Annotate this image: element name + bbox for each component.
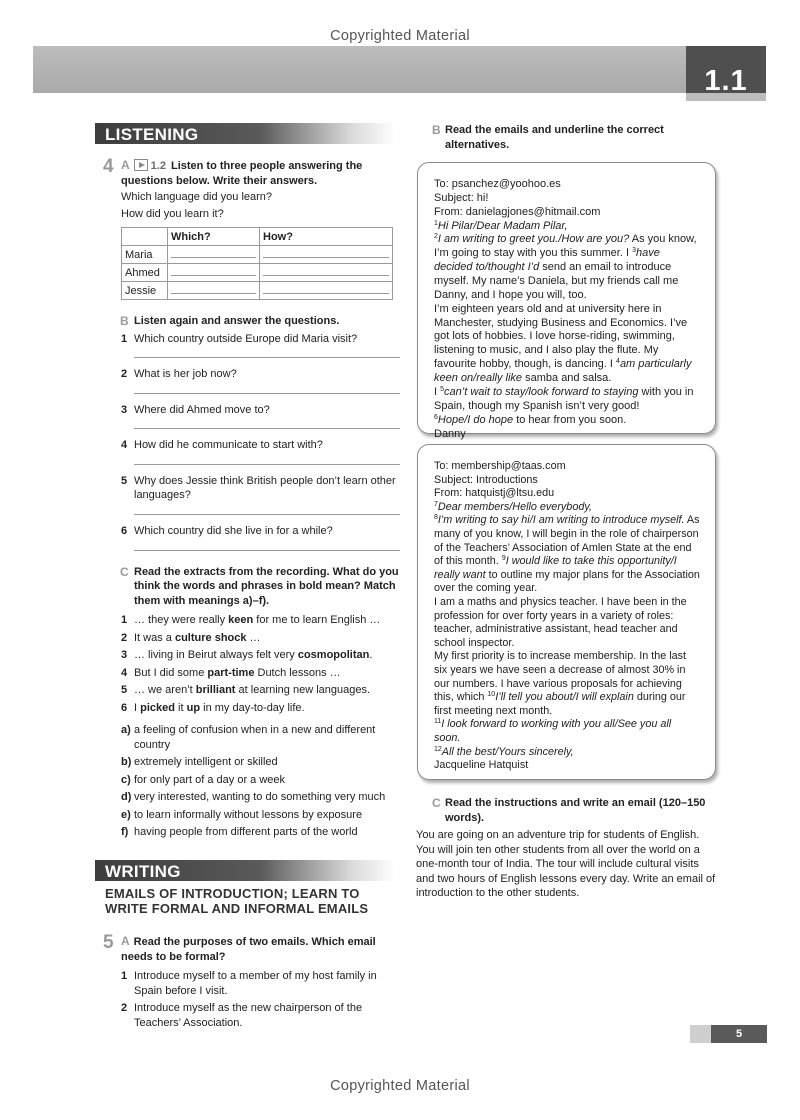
alternatives[interactable]: am particularly keen on/really like (434, 358, 692, 385)
subtitle-line: WRITE FORMAL AND INFORMAL EMAILS (105, 901, 369, 917)
answer-blank[interactable] (260, 282, 393, 300)
gap-number: 4 (616, 358, 620, 366)
task-letter: A (121, 933, 130, 948)
list-item (121, 683, 400, 698)
gap-number: 10 (487, 691, 496, 699)
gap-number: 3 (632, 247, 636, 255)
extract-text: … they were really (134, 614, 229, 627)
item-number: 5 (121, 474, 128, 487)
meaning-text: to learn informally without lessons by exposure (134, 808, 363, 821)
list-item (121, 790, 400, 805)
task-letter: C (120, 564, 129, 579)
item-letter: f) (121, 826, 129, 839)
alternatives[interactable]: Dear members/Hello everybody, (437, 500, 592, 513)
alternatives[interactable]: have decided to/thought I’d (434, 247, 660, 274)
table-row (122, 246, 393, 264)
extract-text: It was a (134, 631, 175, 644)
unit-tab-stripe (686, 93, 766, 101)
right-column (416, 123, 716, 901)
writing-subtitle (105, 886, 400, 917)
table-row (122, 264, 393, 282)
purpose-text: Introduce myself to a member of my host family in Spain before I visit. (134, 970, 377, 997)
instruction-text: Read the instructions and write an email (120–150 words). (445, 797, 706, 824)
list-item (121, 648, 400, 663)
item-number: 2 (121, 631, 128, 644)
answer-blank[interactable] (168, 282, 260, 300)
list-item (121, 524, 400, 551)
listening-section-title: LISTENING (95, 123, 395, 144)
meaning-text: very interested, wanting to do something very much (134, 791, 386, 804)
table-header: How? (260, 228, 393, 246)
alternatives[interactable]: I’ll tell you about/I will explain (495, 691, 634, 704)
task-number: 4 (103, 156, 114, 177)
extract-text: … (246, 631, 261, 644)
email-paragraph (434, 514, 700, 596)
item-number: 3 (121, 403, 128, 416)
email-signoff: Danny (434, 427, 466, 440)
purpose-list (95, 969, 400, 1030)
email-paragraph (434, 386, 700, 414)
item-letter: e) (121, 808, 131, 821)
email-from: From: danielagjones@hitmail.com (434, 205, 601, 218)
email-text: to hear from you soon. (513, 413, 627, 426)
list-item (121, 332, 400, 359)
email-text: send an email to introduce myself. My name’s Daniela, but my friends call me Danny, and I hope you will, too. (434, 261, 679, 301)
list-item (121, 474, 400, 515)
task-letter: B (120, 314, 129, 329)
item-letter: b) (121, 756, 132, 769)
list-item (121, 808, 400, 823)
answer-line[interactable] (134, 419, 400, 429)
instruction-text: Read the purposes of two emails. Which email needs to be formal? (121, 935, 376, 963)
answer-line[interactable] (134, 541, 400, 551)
extract-list (95, 613, 400, 715)
email-greeting (434, 220, 700, 234)
extract-text: in my day-to-day life. (200, 701, 305, 714)
watermark-bottom: Copyrighted Material (330, 1078, 470, 1094)
email-text: As many of you know, I will begin in the role of chairperson of the Teachers’ Association of Amlen State at the end of this month. (434, 514, 700, 568)
instruction-text: Listen again and answer the questions. (134, 315, 340, 328)
email-text: to outline my major plans for the Association over the coming year. (434, 568, 700, 595)
bold-phrase: keen (228, 614, 254, 627)
email-text: As you know, I’m going to stay with you this summer. I (434, 233, 697, 260)
audio-track-number: 1.2 (150, 160, 166, 172)
item-number: 1 (121, 970, 128, 983)
bold-phrase: part-time (207, 666, 255, 679)
instruction-text: Listen to three people answering the questions below. Write their answers. (121, 160, 363, 187)
extract-text: . (369, 649, 373, 662)
bold-phrase: culture shock (174, 631, 247, 644)
instruction-text: Read the emails and underline the correct alternatives. (445, 124, 664, 151)
alternatives[interactable]: I look forward to working with you all/See you all soon. (434, 718, 672, 744)
prompt-question-1: Which language did you learn? (121, 191, 273, 204)
answer-blank[interactable] (168, 264, 260, 282)
task-body-text: You are going on an adventure trip for students of English. You will join ten other students from all over the world on a one-month tour of India. The tour will include cultural visits and two hours of English lessons every day. Write an email of introduction to the other students. (416, 829, 716, 900)
task-letter: B (432, 123, 441, 137)
email-text: during our first meeting next month. (434, 691, 686, 717)
row-name: Jessie (122, 282, 168, 300)
email-formal (417, 444, 716, 780)
answer-blank[interactable] (260, 264, 393, 282)
question-text: Why does Jessie think British people don’t learn other languages? (134, 474, 396, 502)
answer-line[interactable] (134, 384, 400, 394)
question-text: Where did Ahmed move to? (134, 403, 270, 416)
listening-task-4c (95, 565, 400, 609)
item-letter: a) (121, 724, 131, 737)
answer-table (121, 227, 393, 300)
email-closing (434, 718, 700, 745)
email-to: To: membership@taas.com (434, 460, 566, 473)
table-header (122, 228, 168, 246)
listening-task-4b (95, 314, 400, 329)
task-letter: A (121, 158, 130, 172)
question-text: How did he communicate to start with? (134, 439, 323, 452)
table-row (122, 282, 393, 300)
email-greeting (434, 501, 700, 515)
task-number: 5 (103, 931, 114, 953)
email-from: From: hatquistj@ltsu.edu (434, 487, 555, 500)
page-number: 5 (711, 1025, 767, 1043)
task-4a-instruction (121, 158, 400, 188)
subtitle-line: EMAILS OF INTRODUCTION; LEARN TO (105, 885, 360, 901)
meaning-text: having people from different parts of the world (134, 826, 358, 839)
email-paragraph (434, 414, 700, 428)
list-item (121, 773, 400, 788)
purpose-text: Introduce myself as the new chairperson of the Teachers’ Association. (134, 1002, 363, 1029)
writing-task-5a (95, 931, 400, 964)
bold-phrase: cosmopolitan (297, 649, 370, 662)
email-subject: Subject: Introductions (434, 473, 538, 486)
gap-number: 9 (501, 555, 506, 563)
gap-number: 1 (434, 219, 438, 227)
alternatives[interactable]: I’m writing to say hi/I am writing to introduce myself. (437, 514, 685, 527)
gap-number: 5 (440, 385, 445, 393)
task-letter: C (432, 796, 441, 811)
bold-phrase: up (186, 701, 201, 714)
email-text: My first priority is to increase membership. In the last six years we have seen a decrease of almost 30% in our numbers. I have various proposals for achieving this, which (434, 650, 687, 704)
extract-text: … living in Beirut always felt very (134, 649, 298, 662)
item-number: 3 (121, 649, 128, 662)
unit-tab: 1.1 (686, 46, 766, 93)
email-paragraph (434, 233, 700, 302)
writing-task-5b (416, 123, 716, 152)
list-item (121, 438, 400, 465)
writing-section-title: WRITING (95, 860, 395, 881)
question-text: What is her job now? (134, 368, 237, 381)
listening-task-4a (95, 158, 400, 221)
meaning-text: for only part of a day or a week (134, 773, 286, 786)
item-number: 5 (121, 684, 128, 697)
email-text: I (434, 385, 441, 398)
item-number: 2 (121, 1002, 128, 1015)
left-column (95, 123, 400, 1030)
email-text: samba and salsa. (522, 372, 612, 385)
question-text: Which country did she live in for a while? (134, 524, 333, 537)
item-number: 4 (121, 439, 128, 452)
list-item (121, 666, 400, 681)
gap-number: 6 (434, 413, 438, 421)
gap-number: 7 (434, 500, 438, 508)
list-item (121, 613, 400, 628)
gap-number: 8 (434, 514, 438, 522)
extract-text: But I did some (134, 666, 208, 679)
alternatives[interactable]: I would like to take this opportunity/I really want (434, 555, 677, 581)
meaning-text: a feeling of confusion when in a new and different country (134, 724, 376, 751)
list-item (121, 755, 400, 770)
extract-text: … we aren’t (134, 684, 196, 697)
row-name: Maria (122, 246, 168, 264)
alternatives[interactable]: Hope/I do hope (437, 413, 514, 426)
list-item (121, 969, 400, 998)
email-text: with you in Spain, though my Spanish isn’t very good! (434, 385, 694, 412)
email-to: To: psanchez@yoohoo.es (434, 178, 561, 191)
table-header: Which? (168, 228, 260, 246)
gap-number: 11 (434, 718, 442, 726)
page-number-shade (690, 1025, 711, 1043)
extract-text: at learning new languages. (235, 684, 371, 697)
alternatives[interactable]: Hi Pilar/Dear Madam Pilar, (437, 219, 568, 232)
prompt-question-2: How did you learn it? (121, 207, 224, 220)
email-signoff: Jacqueline Hatquist (434, 759, 529, 772)
extract-text: it (174, 701, 187, 714)
email-paragraph (434, 650, 700, 718)
task-5a-instruction (121, 934, 400, 964)
row-name: Ahmed (122, 264, 168, 282)
email-paragraph: I am a maths and physics teacher. I have been in the profession for over forty years in a variety of roles: teacher, administrative assistant, head teacher and school inspector. (434, 595, 687, 649)
gap-number: 12 (434, 745, 442, 753)
audio-play-icon (134, 159, 148, 171)
answer-blank[interactable] (168, 246, 260, 264)
item-number: 2 (121, 368, 128, 381)
question-text: Which country outside Europe did Maria visit? (134, 332, 358, 345)
gap-number: 2 (434, 233, 438, 241)
item-number: 4 (121, 666, 128, 679)
list-item (121, 631, 400, 646)
list-item (121, 701, 400, 716)
list-item (121, 723, 400, 752)
meaning-text: extremely intelligent or skilled (134, 756, 278, 769)
alternatives[interactable]: can’t wait to stay/look forward to staying (444, 385, 639, 398)
item-number: 6 (121, 524, 128, 537)
instruction-text: Read the extracts from the recording. What do you think the words and phrases in bold mean? Match them with meanings a)–f). (134, 565, 399, 607)
list-item (121, 825, 400, 840)
item-number: 1 (121, 332, 128, 345)
email-subject: Subject: hi! (434, 191, 489, 204)
header-band (33, 46, 686, 93)
item-letter: c) (121, 773, 131, 786)
item-letter: d) (121, 791, 132, 804)
email-closing (434, 746, 700, 760)
answer-blank[interactable] (260, 246, 393, 264)
bold-phrase: picked (140, 701, 175, 714)
item-number: 6 (121, 701, 128, 714)
alternatives[interactable]: I am writing to greet you./How are you? (437, 233, 630, 246)
question-list (95, 332, 400, 551)
extract-text: Dutch lessons … (254, 666, 341, 679)
item-number: 1 (121, 614, 128, 627)
writing-task-5c (416, 796, 716, 901)
bold-phrase: brilliant (195, 684, 236, 697)
extract-text: I (134, 701, 141, 714)
email-paragraph (434, 303, 700, 386)
answer-line[interactable] (134, 455, 400, 465)
watermark-top: Copyrighted Material (330, 28, 470, 44)
list-item (121, 403, 400, 430)
answer-line[interactable] (134, 505, 400, 515)
list-item (121, 367, 400, 394)
extract-text: for me to learn English … (253, 614, 381, 627)
alternatives[interactable]: All the best/Yours sincerely, (441, 745, 574, 758)
meaning-list (95, 723, 400, 840)
answer-line[interactable] (134, 348, 400, 358)
list-item (121, 1001, 400, 1030)
email-informal (417, 162, 716, 440)
email-text: I’m eighteen years old and at university here in Manchester, studying Business and Economics. I’ve got lots of hobbies. I love horse-riding, swimming, listening to music, and I also play the flute. My favourite hobby, though, is dancing. I (434, 302, 688, 371)
